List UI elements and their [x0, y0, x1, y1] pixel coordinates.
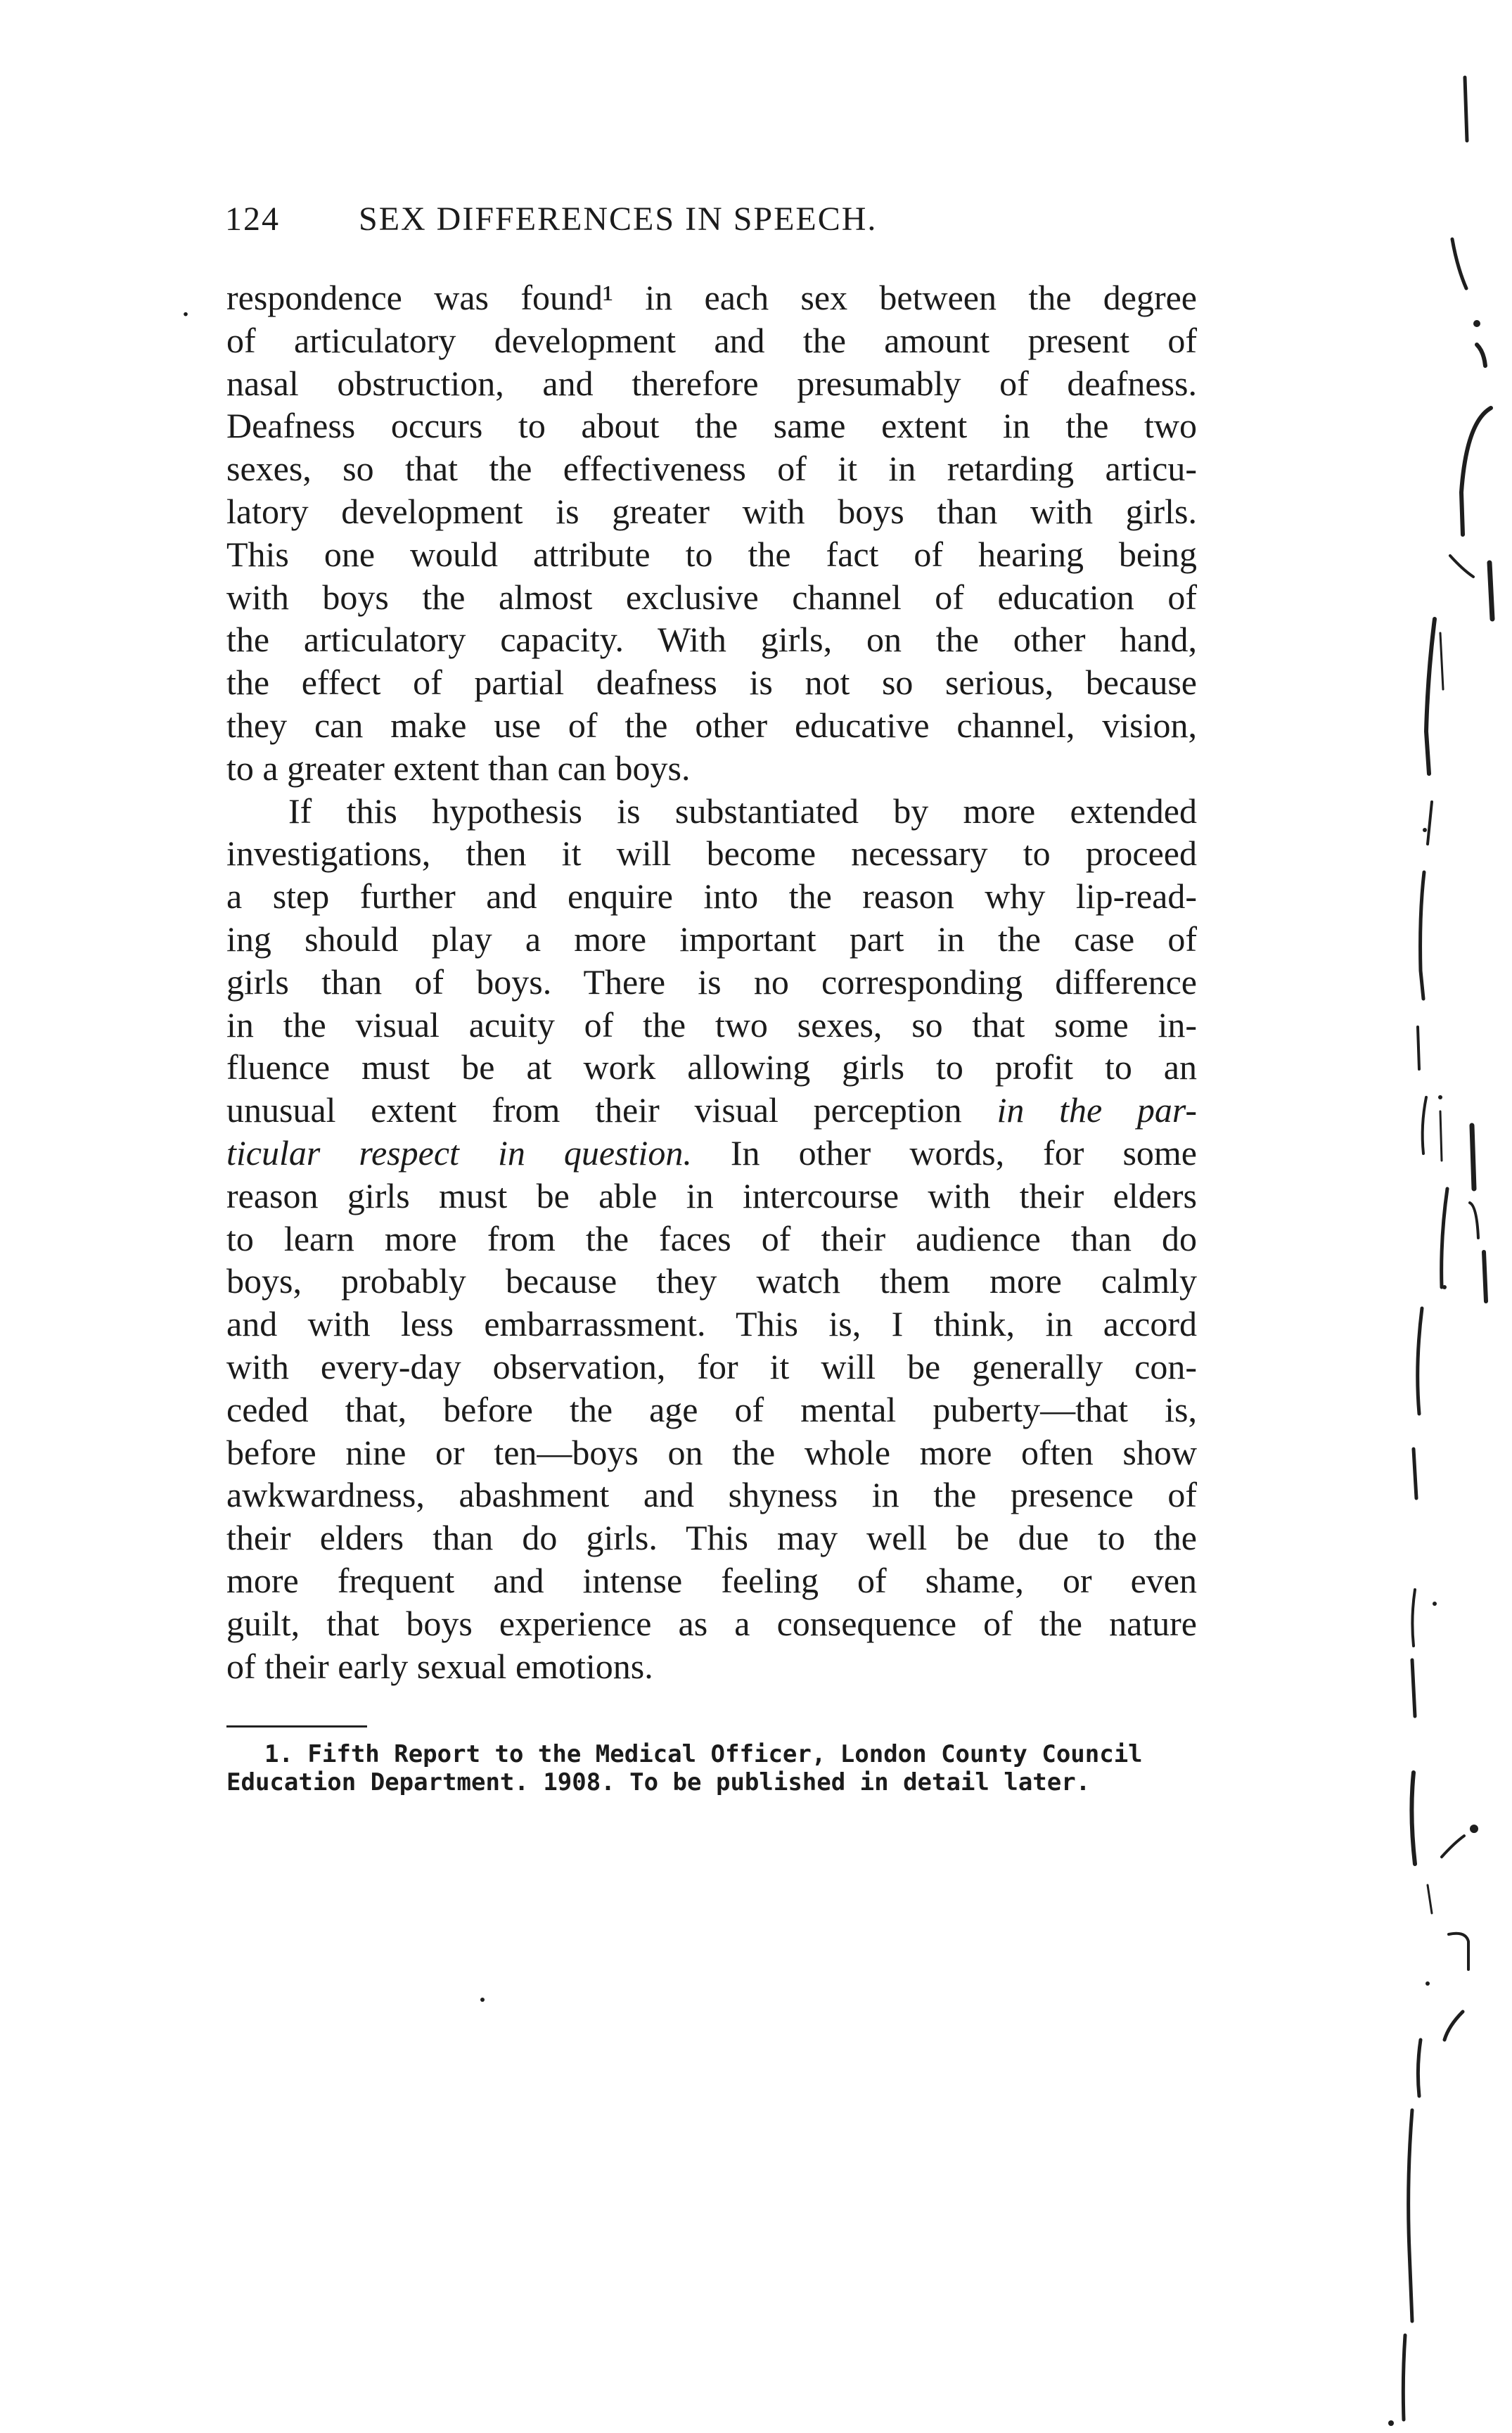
text-line: latory development is greater with boys than with girls. — [226, 491, 1197, 531]
text-line: investigations, then it will become necessary to proceed — [226, 834, 1197, 874]
text-run: unusual extent from their visual perception — [226, 1090, 962, 1130]
text-line: with every-day observation, for it will be generally con- — [226, 1346, 1197, 1386]
text-line: sexes, so that the effectiveness of it in retarding articu- — [226, 449, 1197, 489]
text-line: they can make use of the other educative channel, vision, — [226, 705, 1197, 745]
text-line — [226, 1132, 1197, 1175]
running-title: SEX DIFFERENCES IN SPEECH. — [359, 200, 878, 238]
text-line: girls than of boys. There is no corresponding difference — [226, 962, 1197, 1002]
footnote-rule — [226, 1725, 367, 1728]
text-line — [226, 1089, 1197, 1132]
text-line: in the visual acuity of the two sexes, so that some in- — [226, 1004, 1197, 1045]
body-text — [226, 276, 1197, 1687]
page-number: 124 — [225, 200, 280, 238]
text-line: ceded that, before the age of mental puberty—that is, — [226, 1389, 1197, 1429]
text-run: In other words, for some — [691, 1132, 1197, 1173]
text-line: their elders than do girls. This may well be due to the — [226, 1518, 1197, 1558]
text-line: to a greater extent than can boys. — [226, 748, 691, 788]
footnote-line: Education Department. 1908. To be published in detail later. — [226, 1768, 1091, 1796]
text-line: the effect of partial deafness is not so serious, because — [226, 663, 1197, 703]
text-line: and with less embarrassment. This is, I think, in accord — [226, 1304, 1197, 1344]
text-line: before nine or ten—boys on the whole more often show — [226, 1432, 1197, 1472]
text-line: of their early sexual emotions. — [226, 1646, 653, 1686]
text-line: of articulatory development and the amount present of — [226, 320, 1197, 360]
footnote-line: 1. Fifth Report to the Medical Officer, London County Council — [264, 1740, 1143, 1768]
text-line: guilt, that boys experience as a consequence of the nature — [226, 1603, 1197, 1643]
text-line: reason girls must be able in intercourse with their elders — [226, 1175, 1197, 1215]
stray-mark: . — [181, 286, 190, 324]
running-head — [225, 200, 1210, 249]
text-line: with boys the almost exclusive channel of education of — [226, 577, 1197, 617]
text-line: respondence was found¹ in each sex between the degree — [226, 278, 1197, 317]
text-line: to learn more from the faces of their audience than do — [226, 1218, 1197, 1258]
text-line: ing should play a more important part in the case of — [226, 919, 1197, 959]
text-line: awkwardness, abashment and shyness in the presence of — [226, 1475, 1197, 1515]
text-line: the articulatory capacity. With girls, on the other hand, — [226, 620, 1197, 660]
text-line: more frequent and intense feeling of shame, or even — [226, 1560, 1197, 1600]
text-line: a step further and enquire into the reason why lip-read- — [226, 876, 1197, 917]
footnote — [226, 1740, 1197, 1796]
text-line: Deafness occurs to about the same extent in the two — [226, 406, 1197, 446]
text-line: fluence must be at work allowing girls to profit to an — [226, 1047, 1197, 1087]
italic-run: ticular respect in question. — [226, 1132, 692, 1173]
text-line: nasal obstruction, and therefore presumably of deafness. — [226, 363, 1197, 403]
text-line: If this hypothesis is substantiated by more extended — [288, 791, 1197, 831]
italic-run: in the par- — [997, 1090, 1198, 1130]
text-line: This one would attribute to the fact of hearing being — [226, 534, 1197, 574]
text-line: boys, probably because they watch them more calmly — [226, 1261, 1197, 1301]
